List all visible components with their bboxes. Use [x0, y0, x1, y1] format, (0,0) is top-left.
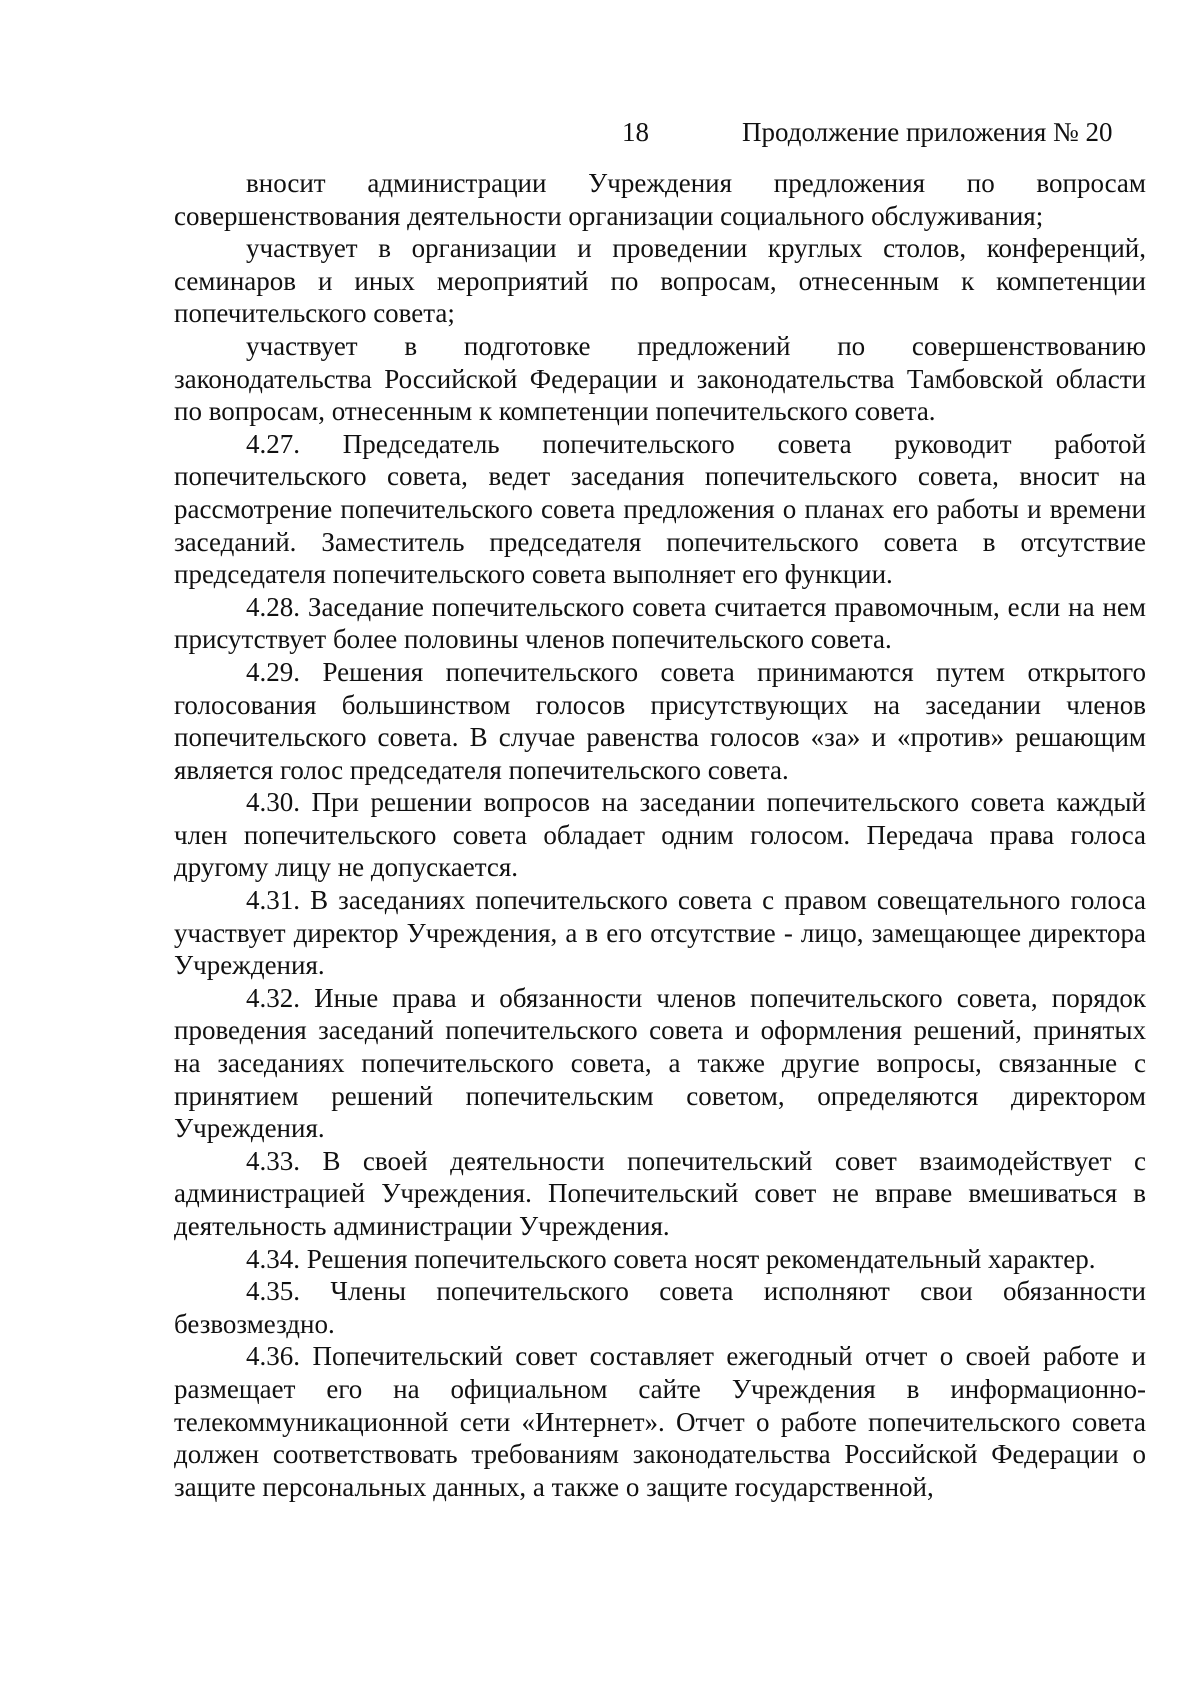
paragraph-proposals: вносит администрации Учреждения предложения по вопросам совершенствования деятельности организации социального обслуживания;	[174, 168, 1146, 231]
paragraph-legislation: участвует в подготовке предложений по совершенствованию законодательства Российской Федерации и законодательства Тамбовской области по вопросам, отнесенным к компетенции попечительского совета.	[174, 330, 1146, 427]
paragraph-4-30: 4.30. При решении вопросов на заседании попечительского совета каждый член попечительского совета обладает одним голосом. Передача права голоса другому лицу не допускается.	[174, 787, 1146, 883]
paragraph-4-27: 4.27. Председатель попечительского совета руководит работой попечительского совета, ведет заседания попечительского совета, вносит на рассмотрение попечительского совета предложения о планах его работы и времени заседаний. Заместитель председателя попечительского совета в отсутствие председателя попечительского совета выполняет его функции.	[174, 428, 1146, 590]
paragraph-4-33: 4.33. В своей деятельности попечительский совет взаимодействует с администрацией Учреждения. Попечительский совет не вправе вмешиваться в деятельность администрации Учреждения.	[174, 1145, 1146, 1241]
appendix-continuation-title: Продолжение приложения № 20	[742, 117, 1113, 147]
paragraph-4-28: 4.28. Заседание попечительского совета считается правомочным, если на нем присутствует более половины членов попечительского совета.	[174, 591, 1146, 655]
page-number: 18	[622, 117, 649, 147]
document-body	[174, 167, 1146, 1503]
page-header	[0, 112, 1200, 152]
paragraph-4-36: 4.36. Попечительский совет составляет ежегодный отчет о своей работе и размещает его на официальном сайте Учреждения в информационно-телекоммуникационной сети «Интернет». Отчет о работе попечительского совета должен соответствовать требованиям законодательства Российской Федерации о защите персональных данных, а также о защите государственной,	[174, 1341, 1146, 1502]
paragraph-4-31: 4.31. В заседаниях попечительского совета с правом совещательного голоса участвует директор Учреждения, а в его отсутствие - лицо, замещающее директора Учреждения.	[174, 885, 1146, 981]
paragraph-4-29: 4.29. Решения попечительского совета принимаются путем открытого голосования большинством голосов присутствующих на заседании членов попечительского совета. В случае равенства голосов «за» и «против» решающим является голос председателя попечительского совета.	[174, 656, 1146, 785]
paragraph-4-34: 4.34. Решения попечительского совета носят рекомендательный характер.	[246, 1243, 1096, 1274]
paragraph-4-35: 4.35. Члены попечительского совета исполняют свои обязанности безвозмездно.	[174, 1276, 1146, 1339]
paragraph-4-32: 4.32. Иные права и обязанности членов попечительского совета, порядок проведения заседаний попечительского совета и оформления решений, принятых на заседаниях попечительского совета, а также другие вопросы, связанные с принятием решений попечительским советом, определяются директором Учреждения.	[174, 982, 1146, 1144]
paragraph-round-tables: участвует в организации и проведении круглых столов, конференций, семинаров и иных мероприятий по вопросам, отнесенным к компетенции попечительского совета;	[174, 233, 1146, 329]
